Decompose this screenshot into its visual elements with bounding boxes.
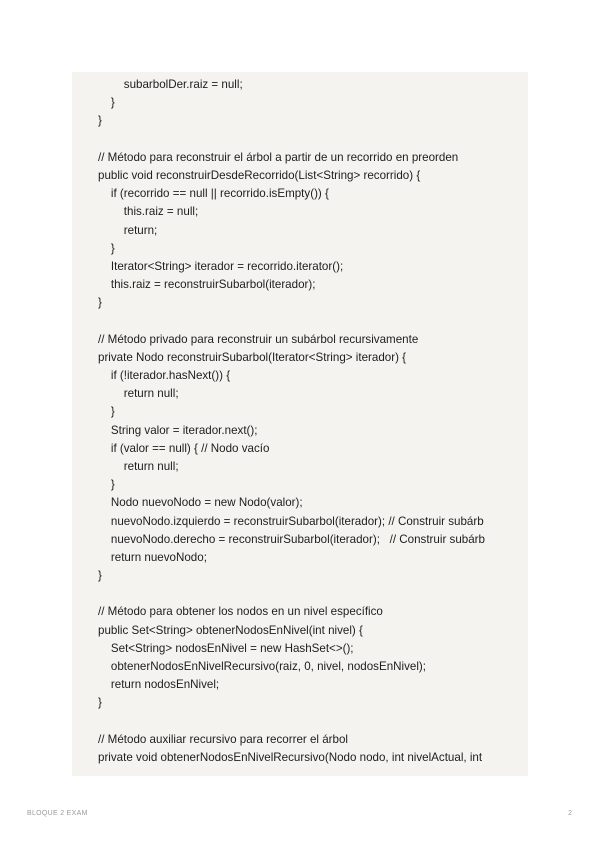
- code-line: }: [98, 241, 115, 255]
- code-line: obtenerNodosEnNivelRecursivo(raiz, 0, nivel, nodosEnNivel);: [98, 660, 426, 673]
- code-line: [98, 585, 528, 603]
- code-line: public void reconstruirDesdeRecorrido(List<String> recorrido) {: [98, 168, 421, 182]
- code-line: [98, 131, 528, 149]
- code-line: // Método auxiliar recursivo para recorrer el árbol: [98, 732, 349, 746]
- code-line: }: [98, 478, 115, 492]
- page-number: 2: [568, 810, 572, 817]
- code-line: nuevoNodo.izquierdo = reconstruirSubarbol(iterador); // Construir subárb: [98, 514, 484, 528]
- code-line: }: [98, 569, 102, 583]
- code-line: return null;: [98, 459, 179, 473]
- code-line: if (recorrido == null || recorrido.isEmpty()) {: [98, 187, 329, 201]
- code-line: return nuevoNodo;: [98, 550, 207, 564]
- code-line: if (valor == null) { // Nodo vacío: [98, 441, 270, 455]
- code-line: // Método para obtener los nodos en un nivel específico: [98, 605, 383, 619]
- code-line: Iterator<String> iterador = recorrido.iterator();: [98, 259, 344, 273]
- code-line: }: [98, 114, 102, 128]
- code-line: }: [98, 405, 115, 419]
- code-line: private Nodo reconstruirSubarbol(Iterator<String> iterador) {: [98, 350, 407, 364]
- code-line: }: [98, 296, 102, 310]
- code-line: if (!iterador.hasNext()) {: [98, 369, 231, 382]
- code-line: String valor = iterador.next();: [98, 423, 258, 437]
- code-line: [98, 312, 528, 330]
- code-line: Set<String> nodosEnNivel = new HashSet<>();: [98, 641, 354, 655]
- code-line: this.raiz = null;: [98, 205, 199, 219]
- code-line: // Método para reconstruir el árbol a partir de un recorrido en preorden: [98, 150, 459, 164]
- code-block: [72, 72, 528, 776]
- code-line: nuevoNodo.derecho = reconstruirSubarbol(iterador); // Construir subárb: [98, 532, 485, 546]
- code-line: private void obtenerNodosEnNivelRecursivo(Nodo nodo, int nivelActual, int: [98, 750, 483, 764]
- code-line: }: [98, 696, 102, 710]
- code-line: }: [98, 96, 115, 110]
- code-line: // Método privado para reconstruir un subárbol recursivamente: [98, 332, 419, 346]
- code-line: public Set<String> obtenerNodosEnNivel(int nivel) {: [98, 623, 363, 637]
- code-lines: [98, 76, 528, 767]
- footer-title: BLOQUE 2 EXAM: [27, 810, 88, 817]
- code-line: return null;: [98, 387, 179, 401]
- code-line: [98, 713, 528, 731]
- code-line: return;: [98, 223, 158, 237]
- code-line: return nodosEnNivel;: [98, 678, 220, 692]
- code-line: subarbolDer.raiz = null;: [98, 78, 243, 91]
- code-line: Nodo nuevoNodo = new Nodo(valor);: [98, 496, 303, 510]
- code-line: this.raiz = reconstruirSubarbol(iterador);: [98, 278, 316, 292]
